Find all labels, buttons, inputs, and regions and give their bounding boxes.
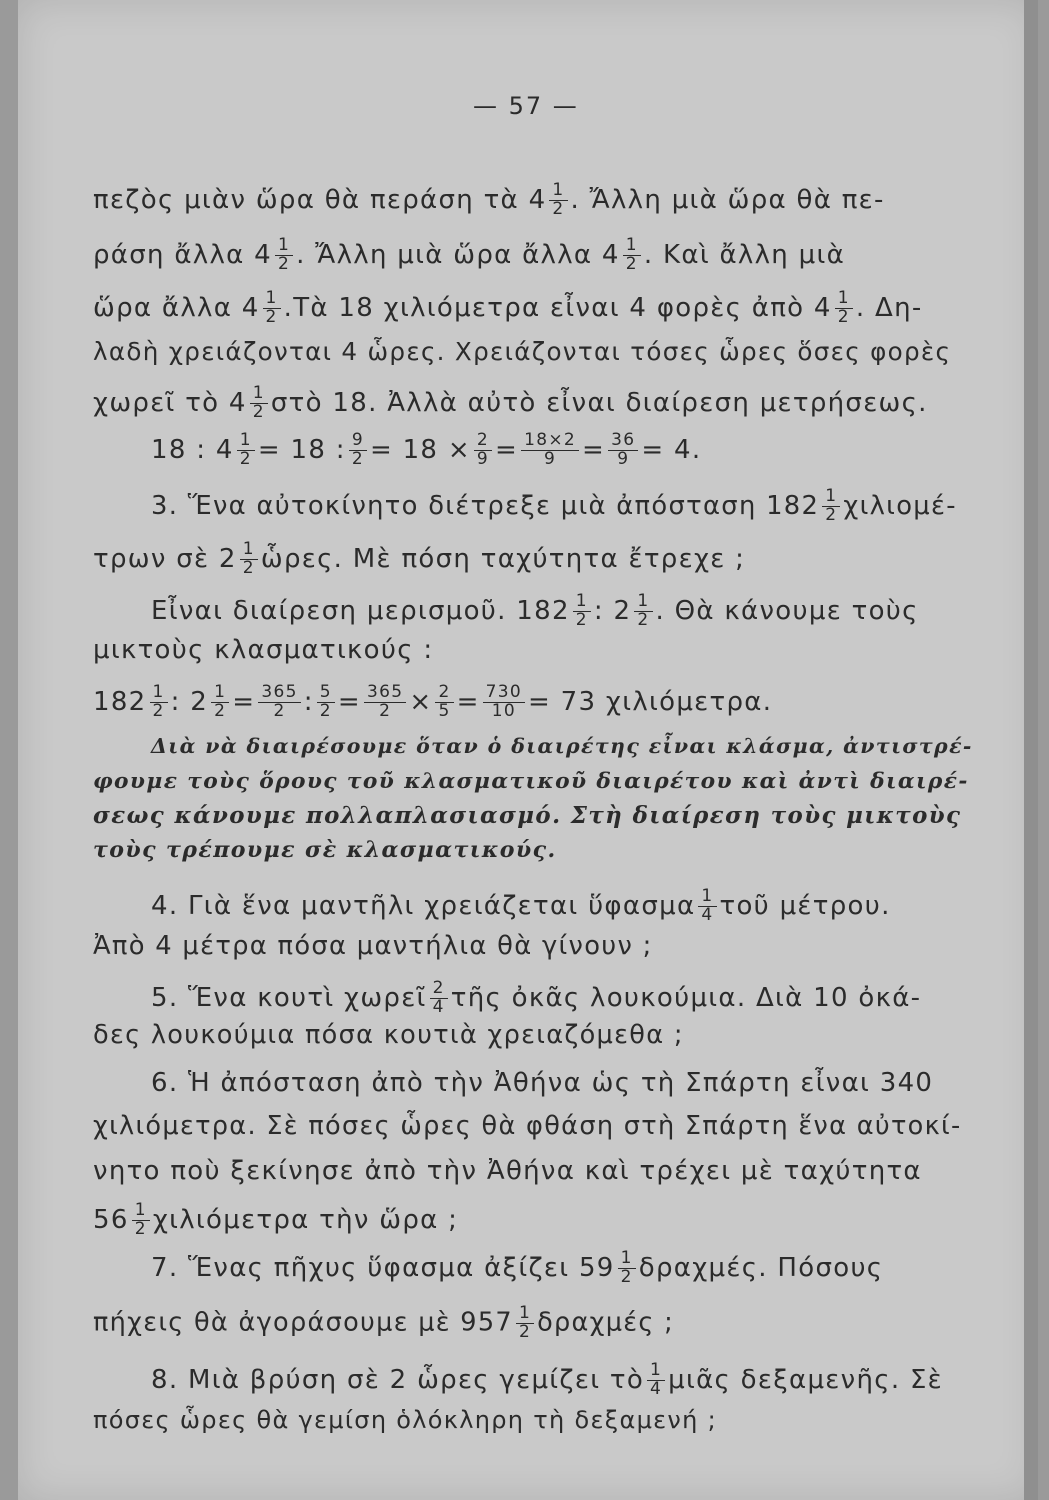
numerator: 1 xyxy=(618,1250,636,1269)
numerator: 365 xyxy=(258,684,300,703)
text-line xyxy=(151,980,921,1017)
text-run: ὧρες. Μὲ πόση ταχύτητα ἔτρεχε ; xyxy=(260,543,746,574)
text-run: 3. Ἕνα αὐτοκίνητο διέτρεξε μιὰ ἀπόσταση 182 xyxy=(151,490,820,521)
page-number: — 57 — xyxy=(473,92,579,120)
text-run: Ἀπὸ 4 μέτρα πόσα μαντήλια θὰ γίνουν ; xyxy=(93,931,653,961)
numerator: 1 xyxy=(835,290,853,309)
text-line xyxy=(93,684,772,721)
text-run: πήχεις θὰ ἀγοράσουμε μὲ 957 xyxy=(93,1307,513,1338)
denominator: 2 xyxy=(242,557,255,578)
text-run: τῆς ὀκᾶς λουκούμια. Διὰ 10 ὀκά- xyxy=(450,982,922,1013)
text-run: νητο ποὺ ξεκίνησε ἀπὸ τὴν Ἀθήνα καὶ τρέχει μὲ ταχύτητα xyxy=(93,1156,922,1186)
text-run: Εἶναι διαίρεση μερισμοῦ. 182 xyxy=(151,595,570,626)
denominator: 2 xyxy=(552,198,565,219)
denominator: 9 xyxy=(476,448,490,469)
text-line xyxy=(93,541,745,578)
numerator: 1 xyxy=(240,541,258,560)
text-run: τρων σὲ 2 xyxy=(93,543,237,574)
text-run: δες λουκούμια πόσα κουτιὰ χρειαζόμεθα ; xyxy=(93,1020,684,1050)
denominator: 2 xyxy=(252,401,265,422)
text-run: = 18 × xyxy=(369,434,471,465)
fraction xyxy=(211,684,229,721)
denominator: 2 xyxy=(637,609,650,630)
numerator: 1 xyxy=(634,593,652,612)
text-run: 6. Ἡ ἀπόσταση ἀπὸ τὴν Ἀθήνα ὡς τὴ Σπάρτη εἶναι 340 xyxy=(151,1068,934,1098)
text-line xyxy=(151,488,957,525)
text-run: = 73 χιλιόμετρα. xyxy=(528,686,773,717)
fraction xyxy=(822,488,840,525)
denominator: 2 xyxy=(134,1218,147,1239)
fraction xyxy=(573,593,591,630)
text-run: μιᾶς δεξαμενῆς. Σὲ xyxy=(668,1364,944,1395)
numerator: 1 xyxy=(549,182,567,201)
text-run: . Καὶ ἄλλη μιὰ xyxy=(643,239,846,270)
fraction xyxy=(349,432,367,469)
denominator: 2 xyxy=(278,253,291,274)
text-run: = 4. xyxy=(641,434,702,465)
numerator: 2 xyxy=(474,432,492,451)
fraction xyxy=(430,980,448,1017)
text-run: 18 : 4 xyxy=(151,434,234,465)
text-run: 56 xyxy=(93,1204,129,1235)
numerator: 2 xyxy=(435,684,453,703)
numerator: 1 xyxy=(132,1202,150,1221)
text-run: χιλιόμετρα τὴν ὥρα ; xyxy=(152,1204,459,1235)
numerator: 1 xyxy=(698,888,716,907)
numerator: 1 xyxy=(647,1362,665,1381)
text-line xyxy=(93,182,885,219)
text-line xyxy=(93,1408,717,1432)
text-line xyxy=(93,1111,962,1141)
text-line xyxy=(93,337,952,366)
numerator: 365 xyxy=(364,684,406,703)
text-line xyxy=(93,290,923,327)
denominator: 2 xyxy=(273,700,286,721)
numerator: 5 xyxy=(317,684,335,703)
denominator: 10 xyxy=(491,700,516,721)
denominator: 4 xyxy=(650,1378,663,1399)
fraction xyxy=(275,237,293,274)
fraction xyxy=(237,432,255,469)
text-line xyxy=(151,888,891,925)
text-run: . Θὰ κάνουμε τοὺς xyxy=(655,595,919,626)
book-page xyxy=(18,0,1038,1500)
numerator: 18×2 xyxy=(521,432,579,451)
text-run: 4. Γιὰ ἕνα μαντῆλι χρειάζεται ὕφασμα xyxy=(151,890,696,921)
text-run: : xyxy=(303,686,314,717)
text-run: = xyxy=(337,686,361,717)
text-line xyxy=(93,1020,684,1050)
denominator: 2 xyxy=(265,306,278,327)
text-run: λαδὴ χρειάζονται 4 ὧρες. Χρειάζονται τόσες ὧρες ὅσες φορὲς xyxy=(93,337,952,366)
fraction xyxy=(435,684,453,721)
text-run: : 2 xyxy=(170,686,209,717)
text-line xyxy=(151,736,973,756)
fraction xyxy=(647,1362,665,1399)
fraction xyxy=(521,432,579,469)
text-line xyxy=(151,1070,933,1096)
denominator: 2 xyxy=(837,306,850,327)
denominator: 2 xyxy=(239,448,252,469)
denominator: 2 xyxy=(351,448,364,469)
denominator: 5 xyxy=(438,700,451,721)
text-run: δραχμές. Πόσους xyxy=(638,1252,884,1283)
text-run: δραχμές ; xyxy=(537,1307,675,1338)
numerator: 1 xyxy=(150,684,168,703)
numerator: 1 xyxy=(250,385,268,404)
text-run: = xyxy=(582,434,606,465)
text-run: μικτοὺς κλασματικούς : xyxy=(93,635,434,665)
fraction xyxy=(364,684,406,721)
text-run: 182 xyxy=(93,686,147,717)
numerator: 36 xyxy=(608,432,638,451)
numerator: 1 xyxy=(263,290,281,309)
text-line xyxy=(93,1305,674,1342)
text-run: 8. Μιὰ βρύση σὲ 2 ὧρες γεμίζει τὸ xyxy=(151,1364,645,1395)
fraction xyxy=(549,182,567,219)
fraction xyxy=(698,888,716,925)
fraction xyxy=(250,385,268,422)
text-line xyxy=(93,839,557,861)
numerator: 2 xyxy=(430,980,448,999)
text-run: φουμε τοὺς ὅρους τοῦ κλασματικοῦ διαιρέτου καὶ ἀντὶ διαιρέ- xyxy=(93,769,969,794)
denominator: 2 xyxy=(152,700,165,721)
text-run: . Δη- xyxy=(855,292,923,323)
text-run: στὸ 18. Ἀλλὰ αὐτὸ εἶναι διαίρεση μετρήσεως. xyxy=(270,387,928,418)
text-run: Διὰ νὰ διαιρέσουμε ὅταν ὁ διαιρέτης εἶναι κλάσμα, ἀντιστρέ- xyxy=(151,734,973,758)
denominator: 2 xyxy=(825,504,838,525)
numerator: 730 xyxy=(483,684,525,703)
numerator: 1 xyxy=(573,593,591,612)
denominator: 2 xyxy=(214,700,227,721)
text-run: σεως κάνουμε πολλαπλασιασμό. Στὴ διαίρεση τοὺς μικτοὺς xyxy=(93,803,962,829)
fraction xyxy=(474,432,492,469)
numerator: 1 xyxy=(623,237,641,256)
text-line xyxy=(151,1362,943,1399)
text-run: = xyxy=(232,686,256,717)
fraction xyxy=(618,1250,636,1287)
denominator: 4 xyxy=(701,904,714,925)
text-run: . Ἄλλη μιὰ ὥρα θὰ πε- xyxy=(570,184,885,215)
numerator: 9 xyxy=(349,432,367,451)
text-run: = 18 : xyxy=(257,434,346,465)
fraction xyxy=(623,237,641,274)
denominator: 2 xyxy=(625,253,638,274)
denominator: 4 xyxy=(432,996,445,1017)
text-run: = xyxy=(456,686,480,717)
denominator: 2 xyxy=(379,700,392,721)
text-line xyxy=(93,1158,922,1184)
text-run: τοῦ μέτρου. xyxy=(719,890,891,921)
numerator: 1 xyxy=(275,237,293,256)
fraction xyxy=(608,432,638,469)
fraction xyxy=(263,290,281,327)
text-run: .Τὰ 18 χιλιόμετρα εἶναι 4 φορὲς ἀπὸ 4 xyxy=(283,292,832,323)
fraction xyxy=(835,290,853,327)
fraction xyxy=(516,1305,534,1342)
denominator: 9 xyxy=(617,448,630,469)
denominator: 2 xyxy=(620,1266,633,1287)
text-run: = xyxy=(495,434,519,465)
text-run: χιλιόμετρα. Σὲ πόσες ὧρες θὰ φθάση στὴ Σπάρτη ἕνα αὐτοκί- xyxy=(93,1111,962,1141)
fraction xyxy=(132,1202,150,1239)
text-line xyxy=(93,385,928,422)
text-run: τοὺς τρέπουμε σὲ κλασματικούς. xyxy=(93,837,557,863)
text-run: πόσες ὧρες θὰ γεμίση ὁλόκληρη τὴ δεξαμενή ; xyxy=(93,1406,717,1434)
text-line xyxy=(151,593,919,630)
denominator: 2 xyxy=(575,609,588,630)
text-line xyxy=(93,1202,458,1239)
denominator: 2 xyxy=(518,1321,532,1342)
text-run: . Ἄλλη μιὰ ὥρα ἄλλα 4 xyxy=(296,239,620,270)
text-line xyxy=(93,237,845,274)
page-edge xyxy=(1024,0,1038,1500)
fraction xyxy=(258,684,300,721)
text-line xyxy=(93,931,653,961)
text-line xyxy=(93,637,433,663)
numerator: 1 xyxy=(237,432,255,451)
text-run: χιλιομέ- xyxy=(843,490,957,521)
text-run: πεζὸς μιὰν ὥρα θὰ περάση τὰ 4 xyxy=(93,184,547,215)
text-run: ράση ἄλλα 4 xyxy=(93,239,273,270)
fraction xyxy=(150,684,168,721)
numerator: 1 xyxy=(516,1305,534,1324)
text-line xyxy=(151,1250,883,1287)
fraction xyxy=(317,684,335,721)
text-line xyxy=(151,432,701,469)
numerator: 1 xyxy=(822,488,840,507)
text-line xyxy=(93,805,961,828)
text-run: 5. Ἕνα κουτὶ χωρεῖ xyxy=(151,982,427,1013)
text-line xyxy=(93,771,969,793)
fraction xyxy=(240,541,258,578)
fraction xyxy=(483,684,525,721)
fraction xyxy=(634,593,652,630)
text-run: 7. Ἕνας πῆχυς ὕφασμα ἀξίζει 59 xyxy=(151,1252,615,1283)
denominator: 9 xyxy=(544,448,557,469)
text-run: : 2 xyxy=(593,595,632,626)
text-run: ὥρα ἄλλα 4 xyxy=(93,292,260,323)
numerator: 1 xyxy=(211,684,229,703)
text-run: × xyxy=(409,686,433,717)
denominator: 2 xyxy=(319,700,332,721)
text-run: χωρεῖ τὸ 4 xyxy=(93,387,247,418)
